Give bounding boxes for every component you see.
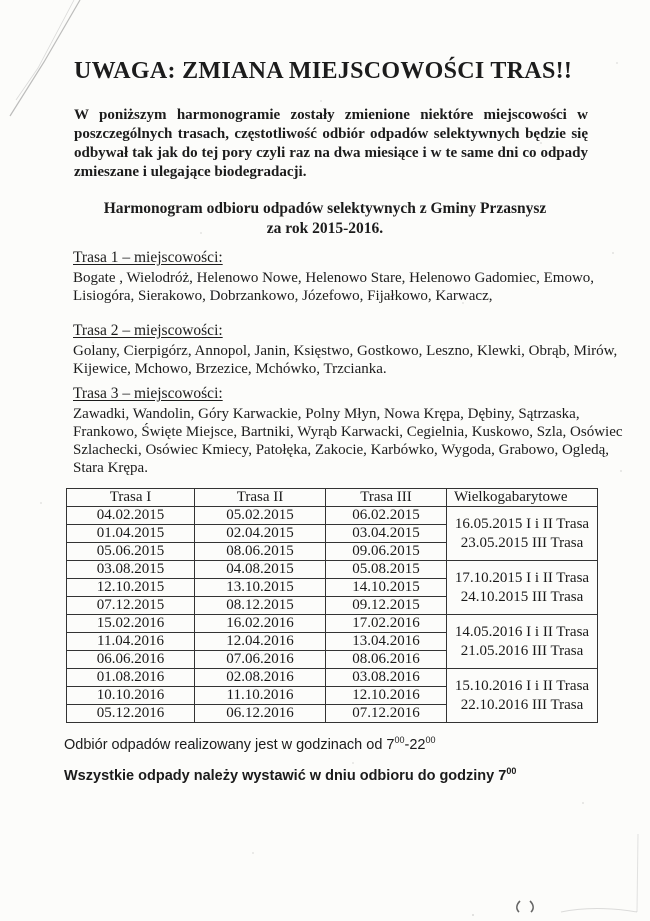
date-cell: 07.06.2016 [195, 651, 326, 669]
route-2-heading: Trasa 2 – miejscowości: [73, 322, 223, 339]
date-cell: 08.06.2016 [326, 651, 447, 669]
date-cell: 04.02.2015 [67, 507, 195, 525]
date-cell: 02.04.2015 [195, 525, 326, 543]
date-cell: 10.10.2016 [67, 687, 195, 705]
header-trasa-3: Trasa III [326, 489, 447, 507]
route-2-places: Golany, Cierpigórz, Annopol, Janin, Księstwo, Gostkowo, Leszno, Klewki, Obrąb, Mirów, [73, 343, 618, 359]
schedule-table [66, 488, 598, 723]
bulky-date-line: 24.10.2015 III Trasa [460, 588, 584, 605]
route-2-section [73, 322, 618, 378]
footer-collection-hours [64, 737, 435, 753]
date-cell: 12.10.2016 [326, 687, 447, 705]
footer-putout-note [64, 768, 516, 784]
header-bulky: Wielkogabarytowe [447, 489, 598, 507]
date-cell: 11.04.2016 [67, 633, 195, 651]
date-cell: 01.04.2015 [67, 525, 195, 543]
table-row [67, 561, 598, 579]
scan-crease-artifact [10, 0, 80, 116]
page-title: UWAGA: ZMIANA MIEJSCOWOŚCI TRAS!! [74, 58, 573, 84]
date-cell: 03.08.2015 [67, 561, 195, 579]
date-cell: 12.04.2016 [195, 633, 326, 651]
header-trasa-1: Trasa I [67, 489, 195, 507]
route-3-heading: Trasa 3 – miejscowości: [73, 385, 223, 402]
date-cell: 03.04.2015 [326, 525, 447, 543]
date-cell: 05.06.2015 [67, 543, 195, 561]
date-cell: 07.12.2015 [67, 597, 195, 615]
date-cell: 05.12.2016 [67, 705, 195, 723]
date-cell: 02.08.2016 [195, 669, 326, 687]
route-3-places: Zawadki, Wandolin, Góry Karwackie, Polny Młyn, Nowa Krępa, Dębiny, Sątrzaska, [73, 406, 580, 422]
date-cell: 04.08.2015 [195, 561, 326, 579]
schedule-subtitle-line2: za rok 2015-2016. [266, 220, 384, 237]
date-cell: 05.08.2015 [326, 561, 447, 579]
footer-hours-sup: 00 [425, 735, 436, 746]
date-cell: 16.02.2016 [195, 615, 326, 633]
route-2-places: Kijewice, Mchowo, Brzezice, Mchówko, Trzcianka. [73, 361, 387, 377]
date-cell: 03.08.2016 [326, 669, 447, 687]
bulky-date-line: 23.05.2015 III Trasa [460, 534, 584, 551]
route-1-section [73, 249, 603, 305]
bulky-date-line: 21.05.2016 III Trasa [460, 642, 584, 659]
table-header-row [67, 489, 598, 507]
schedule-subtitle-line1: Harmonogram odbioru odpadów selektywnych z Gminy Przasnysz [103, 200, 547, 217]
date-cell: 08.06.2015 [195, 543, 326, 561]
scan-crease-artifact [16, 0, 74, 100]
table-row [67, 669, 598, 687]
date-cell: 06.02.2015 [326, 507, 447, 525]
bulky-date-line: 16.05.2015 I i II Trasa [454, 515, 590, 532]
route-1-heading: Trasa 1 – miejscowości: [73, 249, 223, 266]
date-cell: 13.04.2016 [326, 633, 447, 651]
route-3-places: Stara Krępa. [73, 460, 148, 476]
route-1-places: Lisiogóra, Sierakowo, Dobrzankowo, Józefowo, Fijałkowo, Karwacz, [73, 288, 493, 304]
scan-noise-specks [0, 0, 2, 2]
date-cell: 14.10.2015 [326, 579, 447, 597]
bulky-date-line: 15.10.2016 I i II Trasa [454, 677, 590, 694]
date-cell: 01.08.2016 [67, 669, 195, 687]
date-cell: 06.12.2016 [195, 705, 326, 723]
schedule-subtitle [60, 199, 590, 239]
route-3-places: Frankowo, Święte Miejsce, Bartniki, Wyrąb Karwacki, Cegielnia, Kuskowo, Szla, Osówiec [73, 424, 623, 440]
date-cell: 12.10.2015 [67, 579, 195, 597]
scan-corner-artifact [561, 909, 637, 912]
date-cell: 08.12.2015 [195, 597, 326, 615]
table-row [67, 507, 598, 525]
bulky-cell [447, 669, 598, 723]
footer-hours-text: Odbiór odpadów realizowany jest w godzinach od 7 [64, 737, 395, 753]
route-3-section [73, 385, 623, 477]
date-cell: 07.12.2016 [326, 705, 447, 723]
bulky-date-line: 17.10.2015 I i II Trasa [454, 569, 590, 586]
footer-note-sup: 00 [506, 766, 517, 777]
date-cell: 06.06.2016 [67, 651, 195, 669]
intro-paragraph: W poniższym harmonogramie zostały zmienione niektóre miejscowości w poszczególnych trasach, częstotliwość odbiór odpadów selektywnych będzie się odbywał tak jak do tej pory czyli raz na dwa miesiące i w te same dni co odpady zmieszane i ulegające biodegradacji. [74, 107, 588, 180]
footer-hours-text: -22 [404, 737, 426, 753]
header-trasa-2: Trasa II [195, 489, 326, 507]
scan-corner-artifact [637, 834, 638, 912]
bulky-cell [447, 507, 598, 561]
date-cell: 11.10.2016 [195, 687, 326, 705]
date-cell: 09.12.2015 [326, 597, 447, 615]
bulky-date-line: 22.10.2016 III Trasa [460, 696, 584, 713]
bulky-cell [447, 561, 598, 615]
route-3-places: Szlachecki, Osówiec Kmiecy, Patołęka, Zakocie, Karbówko, Wygoda, Grabowo, Ogledą, [73, 442, 610, 458]
route-1-places: Bogate , Wielodróż, Helenowo Nowe, Helenowo Stare, Helenowo Gadomiec, Emowo, [73, 270, 595, 286]
footer-note-text: Wszystkie odpady należy wystawić w dniu odbioru do godziny 7 [64, 768, 507, 784]
date-cell: 05.02.2015 [195, 507, 326, 525]
date-cell: 13.10.2015 [195, 579, 326, 597]
date-cell: 09.06.2015 [326, 543, 447, 561]
bulky-cell [447, 615, 598, 669]
footer-hours-sup: 00 [394, 735, 405, 746]
date-cell: 15.02.2016 [67, 615, 195, 633]
bulky-date-line: 14.05.2016 I i II Trasa [454, 623, 590, 640]
date-cell: 17.02.2016 [326, 615, 447, 633]
scan-ink-mark [517, 901, 520, 912]
scan-ink-mark [530, 901, 533, 912]
table-row [67, 615, 598, 633]
